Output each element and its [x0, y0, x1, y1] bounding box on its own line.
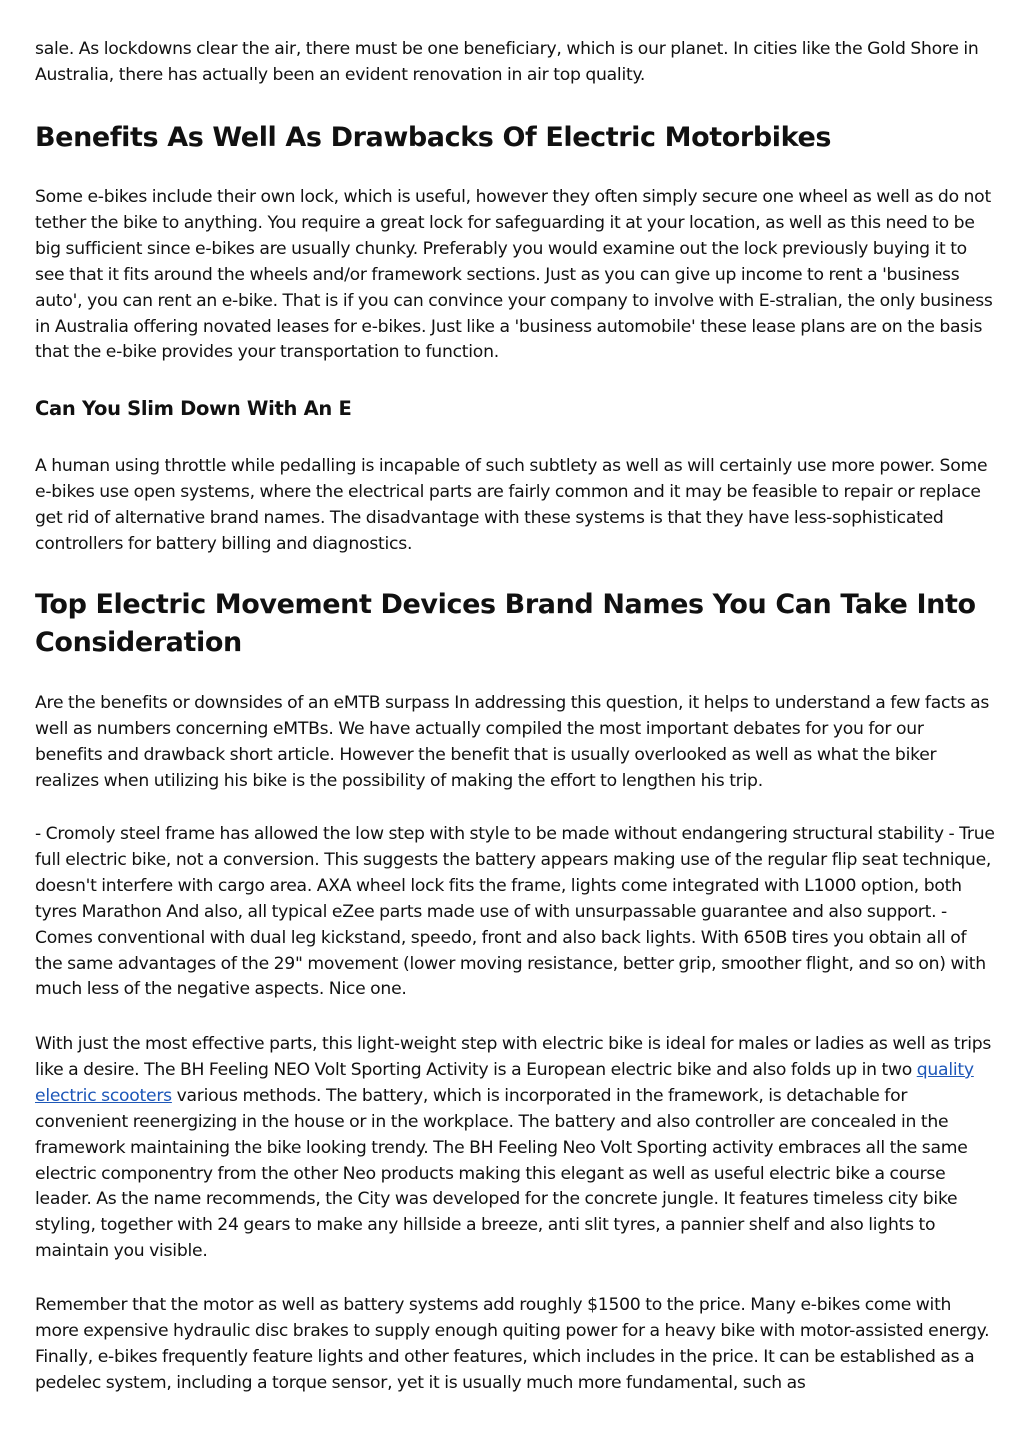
paragraph: Are the benefits or downsides of an eMTB surpass In addressing this question, it helps to understand a few facts as well as numbers concerning eMTBs. We have actually compiled the most important debates for you for our benefits and drawback short article. However the benefit that is usually overlooked as well as what the biker realizes when utilizing his bike is the possibility of making the effort to lengthen his trip. — [35, 693, 990, 791]
section-heading: Top Electric Movement Devices Brand Names You Can Take Into Consideration — [35, 589, 976, 658]
paragraph-text: various methods. The battery, which is incorporated in the framework, is detachable for convenient reenergizing in the house or in the workplace. The battery and also controller are concealed in the framework maintaining the bike looking trendy. The BH Feeling Neo Volt Sporting activity embraces all the same electric componentry from the other Neo products making this elegant as well as useful electric bike a course leader. As the name recommends, the City was developed for the concrete jungle. It features timeless city bike styling, together with 24 gears to make any hillside a breeze, anti slit tyres, a pannier shelf and also lights to maintain you visible. — [35, 1085, 968, 1262]
paragraph: - Cromoly steel frame has allowed the low step with style to be made without endangering structural stability - True full electric bike, not a conversion. This suggests the battery appears making use of the regular flip seat technique, doesn't interfere with cargo area. AXA wheel lock fits the frame, lights come integrated with L1000 option, both tyres Marathon And also, all typical eZee parts made use of with unsurpassable guarantee and also support. - Comes conventional with dual leg kickstand, speedo, front and also back lights. With 650B tires you obtain all of the same advantages of the 29" movement (lower moving resistance, better grip, smoother flight, and so on) with much less of the negative aspects. Nice one. — [35, 824, 995, 1000]
quality-electric-scooters-link[interactable]: quality electric scooters — [35, 1059, 974, 1106]
subsection-heading: Can You Slim Down With An E — [35, 397, 352, 420]
paragraph-with-link — [35, 1032, 995, 1265]
paragraph: A human using throttle while pedalling is incapable of such subtlety as well as will certainly use more power. Some e-bikes use open systems, where the electrical parts are fairly common and it may be feasible to repair or replace get rid of alternative brand names. The disadvantage with these systems is that they have less-sophisticated controllers for battery billing and diagnostics. — [35, 456, 988, 554]
paragraph: sale. As lockdowns clear the air, there must be one beneficiary, which is our planet. In cities like the Gold Shore in Australia, there has actually been an evident renovation in air top quality. — [35, 39, 979, 85]
section-heading: Benefits As Well As Drawbacks Of Electric Motorbikes — [35, 122, 832, 153]
paragraph: Remember that the motor as well as battery systems add roughly $1500 to the price. Many e-bikes come with more expensive hydraulic disc brakes to supply enough quiting power for a heavy bike with motor-assisted energy. Finally, e-bikes frequently feature lights and other features, which includes in the price. It can be established as a pedelec system, including a torque sensor, yet it is usually much more fundamental, such as — [35, 1295, 990, 1393]
paragraph-text: With just the most effective parts, this light-weight step with electric bike is ideal for males or ladies as well as trips like a desire. The BH Feeling NEO Volt Sporting Activity is a European electric bike and also folds up in two — [35, 1034, 992, 1080]
paragraph: Some e-bikes include their own lock, which is useful, however they often simply secure one wheel as well as do not tether the bike to anything. You require a great lock for safeguarding it at your location, as well as this need to be big sufficient since e-bikes are usually chunky. Preferably you would examine out the lock previously buying it to see that it fits around the wheels and/or framework sections. Just as you can give up income to rent a 'business auto', you can rent an e-bike. That is if you can convince your company to involve with E-stralian, the only business in Australia offering novated leases for e-bikes. Just like a 'business automobile' these lease plans are on the basis that the e-bike provides your transportation to function. — [35, 187, 993, 363]
